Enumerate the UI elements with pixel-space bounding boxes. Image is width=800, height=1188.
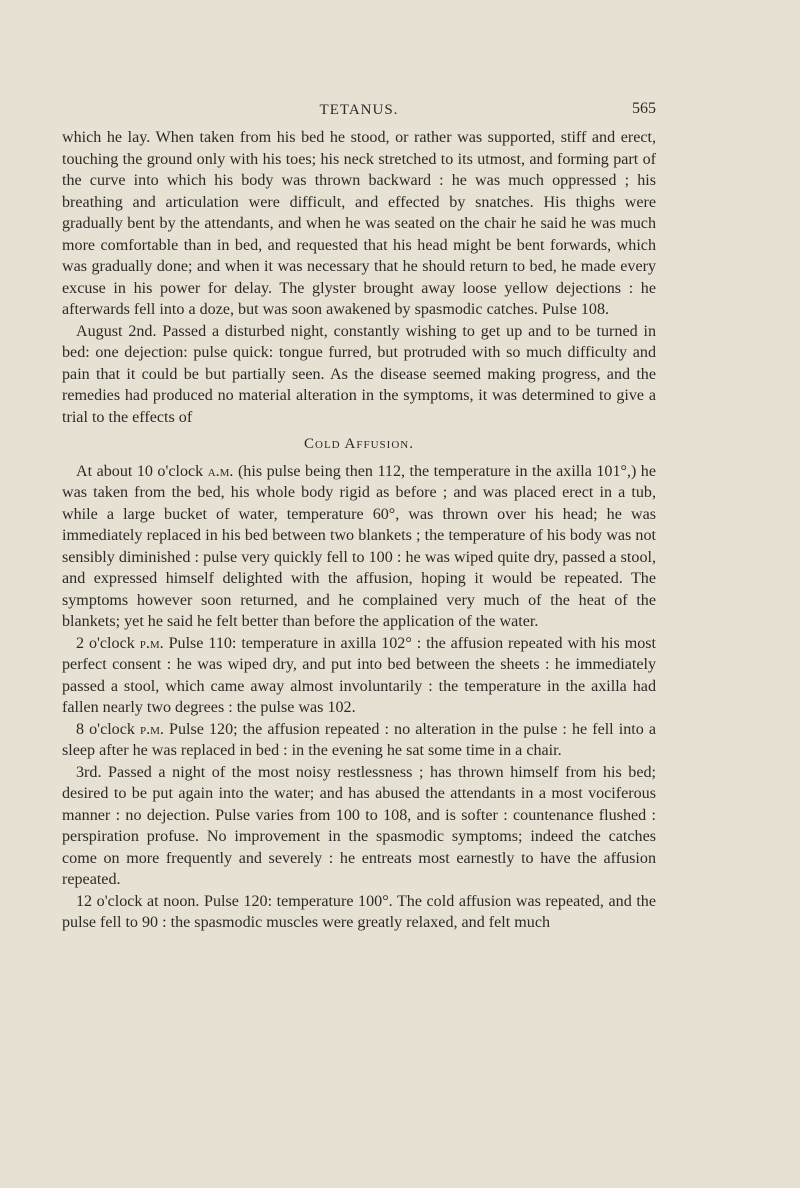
paragraph-4-time: p.m. [139, 634, 164, 652]
paragraph-5-rest: Pulse 120; the affusion repeated : no alteration in the pulse : he fell into a sleep after he was replaced in bed : in the evening he sat some time in a chair. [62, 720, 656, 759]
paragraph-4 [62, 633, 656, 719]
page-header [62, 98, 656, 120]
paragraph-3-start: At about 10 o'clock [76, 462, 208, 480]
running-title: TETANUS. [319, 102, 399, 118]
paragraph-6: 3rd. Passed a night of the most noisy restlessness ; has thrown himself from his bed; desired to be put again into the water; and has abused the attendants in a most vociferous manner : no dejection. Pulse varies from 100 to 108, and is softer : countenance flushed : perspiration profuse. No improvement in the spasmodic symptoms; indeed the catches come on more frequently and severely : he entreats most earnestly to have the affusion repeated. [62, 763, 656, 888]
paragraph-3-time: a.m. [207, 462, 234, 480]
paragraph-4-start: 2 o'clock [76, 634, 140, 652]
paragraph-4-rest: Pulse 110: temperature in axilla 102° : the affusion repeated with his most perfect consent : he was wiped dry, and put into bed between the sheets : he immediately passed a stool, which came away almost involuntarily : the temperature in the axilla had fallen nearly two degrees : the pulse was 102. [62, 634, 656, 716]
paragraph-3 [62, 461, 656, 633]
paragraph-5-start: 8 o'clock [76, 720, 140, 738]
paragraph-7: 12 o'clock at noon. Pulse 120: temperature 100°. The cold affusion was repeated, and the pulse fell to 90 : the spasmodic muscles were greatly relaxed, and felt much [62, 892, 656, 931]
paragraph-2: August 2nd. Passed a disturbed night, constantly wishing to get up and to be turned in bed: one dejection: pulse quick: tongue furred, but protruded with so much difficulty and pain that it could be but partially seen. As the disease seemed making progress, and the remedies had produced no material alteration in the symptoms, it was determined to give a trial to the effects of [62, 322, 656, 426]
section-heading: Cold Affusion. [304, 436, 414, 452]
paragraph-1: which he lay. When taken from his bed he stood, or rather was supported, stiff and erect, touching the ground only with his toes; his neck stretched to its utmost, and forming part of the curve into which his body was thrown backward : he was much oppressed ; his breathing and articulation were difficult, and effected by snatches. His thighs were gradually bent by the attendants, and when he was seated on the chair he said he was much more comfortable than in bed, and requested that his head might be bent forwards, which was gradually done; and when it was necessary that he should return to bed, he made every excuse in his power for delay. The glyster brought away loose yellow dejections : he afterwards fell into a doze, but was soon awakened by spasmodic catches. Pulse 108. [62, 129, 656, 318]
paragraph-3-rest: (his pulse being then 112, the temperature in the axilla 101°,) he was taken from the bed, his whole body rigid as before ; and was placed erect in a tub, while a large bucket of water, temperature 60°, was thrown over his head; he was immediately replaced in his bed between two blankets ; the temperature of his body was not sensibly diminished : pulse very quickly fell to 100 : he was wiped quite dry, passed a stool, and expressed himself delighted with the affusion, hoping it would be repeated. The symptoms however soon returned, and he complained very much of the heat of the blankets; yet he said he felt better than before the application of the water. [62, 462, 656, 630]
paragraph-5-time: p.m. [140, 720, 164, 738]
page-number: 565 [632, 100, 656, 117]
paragraph-5 [62, 719, 656, 762]
body-text [62, 127, 656, 934]
